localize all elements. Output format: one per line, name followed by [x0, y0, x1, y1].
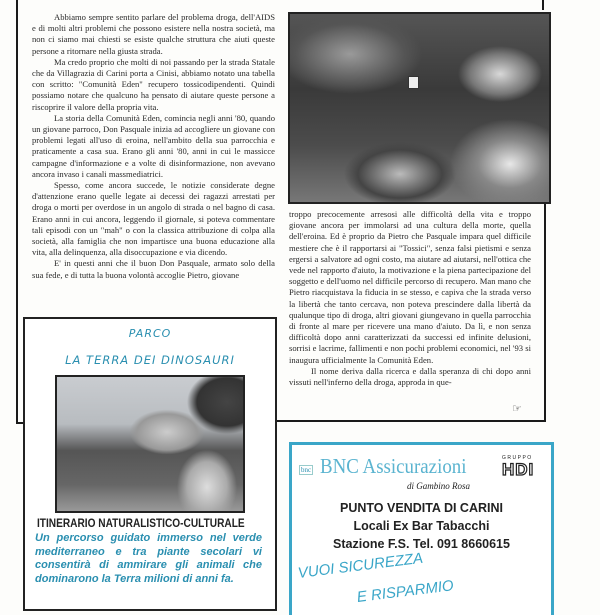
dinosaur-photo [55, 375, 245, 513]
parco-title: PARCO [128, 327, 172, 340]
frame-bottom-right-line [275, 420, 546, 422]
sign-in-photo [408, 76, 419, 89]
bnc-assicurazioni-ad [289, 442, 554, 615]
bnc-owner: di Gambino Rosa [407, 481, 470, 491]
continue-hand-icon: ☞ [512, 403, 522, 415]
bnc-small-logo: bnc [301, 466, 312, 474]
hdi-group-label: GRUPPO [502, 455, 533, 461]
parco-subtitle: LA TERRA DEI DINOSAURI [65, 353, 235, 367]
frame-top-right-line [542, 0, 544, 10]
parco-body: Un percorso guidato immerso nel verde mediterraneo e tra piante secolari vi consentirà di ammirare gli animali che dominarono la Terra milioni di anni fa. [35, 532, 262, 585]
bnc-line-3: Stazione F.S. Tel. 091 8660615 [333, 537, 510, 551]
article-paragraph: E' in questi anni che il buon Don Pasquale, armato solo della sua fede, e di tutta la buona volontà accoglie Pietro, giovane [32, 258, 275, 280]
bnc-line-2: Locali Ex Bar Tabacchi [353, 519, 490, 533]
bnc-slogan-1: VUOI SICUREZZA [296, 549, 424, 582]
article-paragraph: Abbiamo sempre sentito parlare del problema droga, dell'AIDS e di molti altri problemi che possono esistere nella nostra società, ma non ci siamo mai chiesti se esiste qualche struttura che aiuti queste persone a ritornare nella giusta strada. [32, 12, 275, 56]
article-paragraph: Il nome deriva dalla ricerca e dalla speranza di chi dopo anni vissuti nell'inferno della droga, approda in que- [289, 365, 531, 388]
article-paragraph: troppo precocemente arresosi alle difficoltà della vita e troppo giovane ancora per immolarsi ad una cultura della morte, quella dell'eroina. Ed è proprio da Pietro che Pasquale impara quel difficile mestiere che è il rapportarsi ai "Tossici", senza falsi pietismi e senza ergersi a salvatore ad ogni costo, ma aiutare ad aiutarsi, nell'ottica che vede nel rapporto d'aiuto, la motivazione e la piena partecipazione del soggetto e dell'uomo nel difficile percorso di recupero. Man mano che Pietro riacquistava la fiducia in se stesso, e capiva che la strada verso la libertà che tanto cercava, non poteva prescindere dalla libertà da qualunque tipo di droga, altri giovani giungevano in quella parrocchia di fronte al mare per ricevere una mano d'aiuto. Da lì, e non senza difficoltà dopo anni caratterizzati da successi ed infinite delusioni, sorrisi e lacrime, fallimenti e non pochi problemi economici, nel '93 si inaugura ufficialmente la Comunità Eden. [289, 209, 531, 365]
parco-heading: ITINERARIO NATURALISTICO-CULTURALE [37, 518, 245, 530]
article-paragraph: La storia della Comunità Eden, comincia negli anni '80, quando un giovane parroco, Don Pasquale inizia ad accogliere un giovane con problemi legati all'uso di eroina, nell'ambito della sua parrocchia e praticamente a casa sua. Erano gli anni '80, anni in cui le massicce campagne d'informazione e a volte di disinformazione, non avevano ancora invaso i canali massmediatrici. [32, 112, 275, 179]
frame-right-line [544, 200, 546, 422]
article-paragraph: Spesso, come ancora succede, le notizie considerate degne d'attenzione erano quelle legate ai decessi dei ragazzi arrestati per droga o morti per overdose in un angolo di strada o nel bagno di casa. Erano anni in cui ancora, leggendo il giornale, si poteva commentare tali episodi con un "mah" o con la classica attribuzione di colpa alla società, alla famiglia che non impartisce una buona educazione alla vita, alla delinquenza, alla disoccupazione e via dicendo. [32, 180, 275, 258]
article-paragraph: Ma credo proprio che molti di noi passando per la strada Statale che da Villagrazia di Carini porta a Cinisi, abbiamo notato una tabella con scritto: "Comunità Eden" recupero tossicodipendenti. Quindi possiamo notare che qualcuno ha pensato di aiutare queste persone a riscoprire il valore della propria vita. [32, 56, 275, 112]
parco-dinosauri-ad [23, 317, 277, 611]
bnc-line-1: PUNTO VENDITA DI CARINI [340, 501, 503, 515]
article-left-column [32, 12, 275, 281]
community-garden-photo [288, 12, 551, 204]
article-right-column [289, 209, 531, 388]
frame-left-line [16, 0, 18, 424]
hdi-logo: HDI [502, 460, 535, 479]
bnc-brand: BNC Assicurazioni [320, 454, 467, 478]
bnc-slogan-2: E RISPARMIO [355, 577, 455, 606]
